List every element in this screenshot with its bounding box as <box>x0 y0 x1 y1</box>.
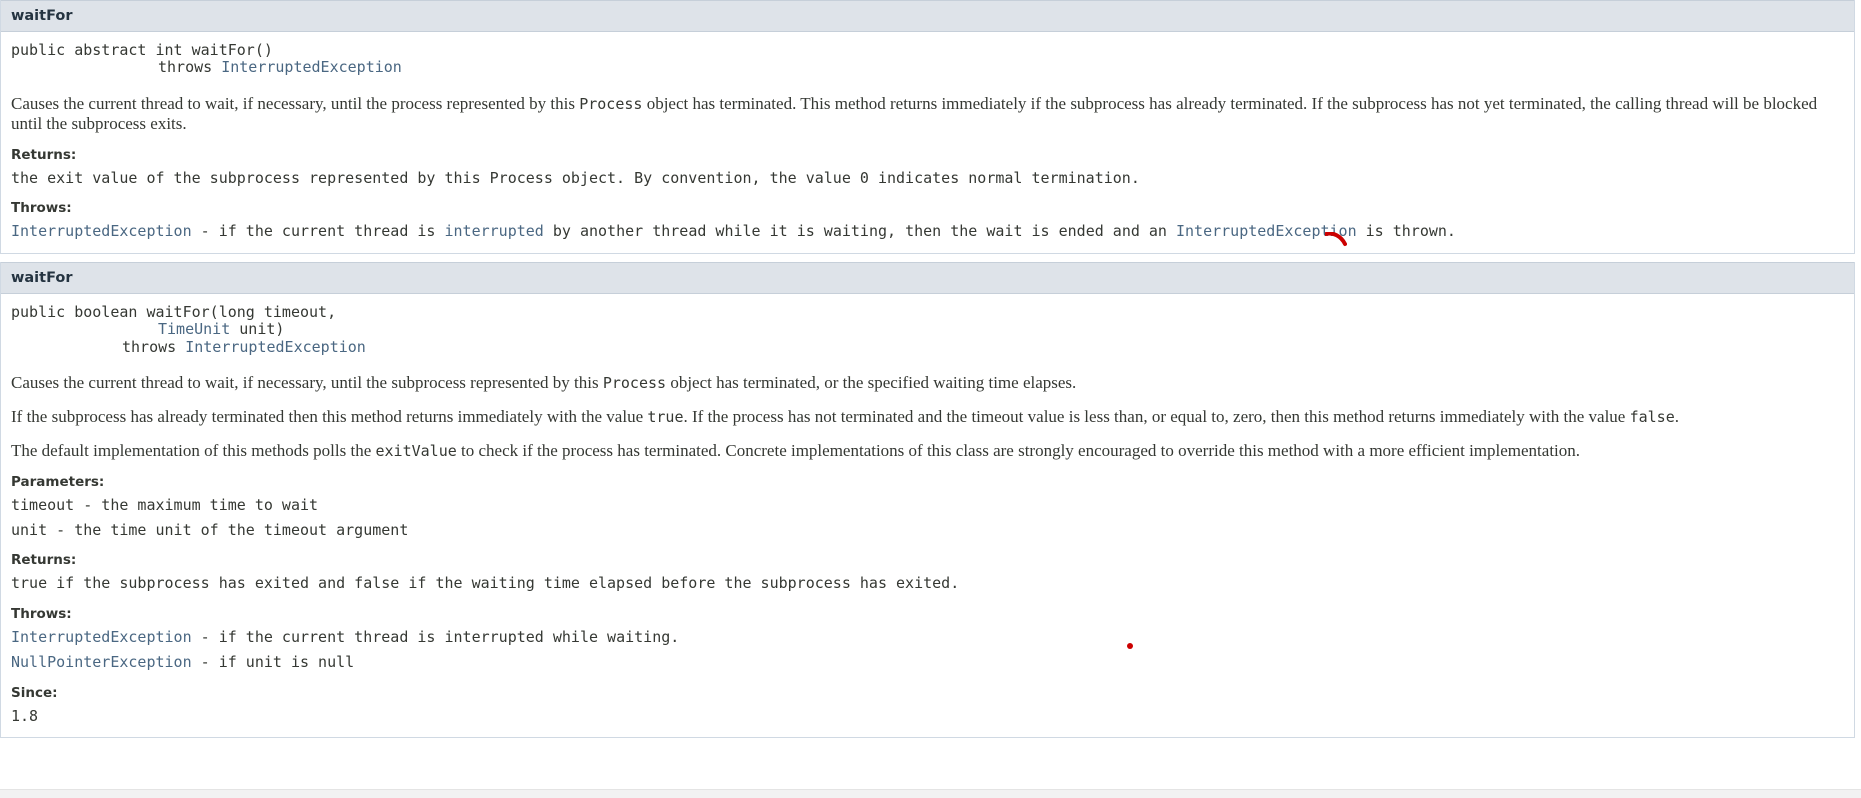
inline-code-true: true <box>647 407 684 426</box>
signature-param-unit: unit) <box>230 320 285 339</box>
throws-text-1: - if the current thread is <box>191 222 445 241</box>
method-name-heading: waitFor <box>1 262 1854 294</box>
p3-part-b: to check if the process has terminated. Concrete implementations of this class are strongly encouraged to override this method with a more efficient implementation. <box>456 440 1581 460</box>
parameter-timeout: timeout - the maximum time to wait <box>11 495 319 514</box>
throws-entry-interruptedexception <box>11 628 1844 647</box>
throws-entry <box>11 222 1844 241</box>
signature-line-2 <box>11 59 1844 76</box>
parameter-unit: unit - the time unit of the timeout argument <box>11 520 409 539</box>
link-interruptedexception[interactable]: InterruptedException <box>11 628 192 647</box>
p3-part-a: The default implementation of this methods polls the <box>11 440 376 460</box>
p1-part-b: object has terminated, or the specified waiting time elapses. <box>666 372 1077 392</box>
throws-keyword: throws <box>158 58 222 77</box>
since-value: 1.8 <box>11 706 39 725</box>
link-nullpointerexception[interactable]: NullPointerException <box>11 652 192 671</box>
method-tags <box>11 147 1844 242</box>
returns-label: Returns: <box>11 552 77 569</box>
returns-label: Returns: <box>11 146 77 163</box>
signature-line-2 <box>11 321 1844 338</box>
throws-entry-nullpointerexception <box>11 653 1844 672</box>
inline-code-false: false <box>1629 407 1675 426</box>
method-detail-waitfor-1 <box>0 0 1855 254</box>
method-detail-waitfor-2 <box>0 262 1855 738</box>
parameters-label: Parameters: <box>11 473 105 490</box>
throws-text-3: is thrown. <box>1356 222 1456 241</box>
desc-part-2: object has terminated. This method returns immediately if the subprocess has already terminated. If the subprocess has not yet terminated, the calling thread will be blocked until the subprocess exits. <box>11 93 1818 133</box>
throws-text-2: by another thread while it is waiting, then the wait is ended and an <box>543 222 1176 241</box>
link-interruptedexception[interactable]: InterruptedException <box>221 58 402 77</box>
since-label: Since: <box>11 684 58 701</box>
link-interruptedexception-2[interactable]: InterruptedException <box>1176 222 1357 241</box>
p2-part-b: . If the process has not terminated and the timeout value is less than, or equal to, zero, then this method returns immediately with the value <box>683 406 1630 426</box>
method-description <box>11 94 1844 134</box>
method-tags <box>11 474 1844 726</box>
signature-line-1: public abstract int waitFor() <box>11 41 273 59</box>
returns-value: true if the subprocess has exited and false if the waiting time elapsed before the subprocess has exited. <box>11 574 960 593</box>
signature-line-3 <box>11 339 1844 356</box>
link-timeunit[interactable]: TimeUnit <box>158 320 231 339</box>
throws-text-1: - if the current thread is interrupted while waiting. <box>191 628 680 647</box>
throws-text-2: - if unit is null <box>191 652 355 671</box>
p1-part-a: Causes the current thread to wait, if necessary, until the subprocess represented by this <box>11 372 603 392</box>
link-interruptedexception[interactable]: InterruptedException <box>185 337 366 356</box>
throws-keyword: throws <box>122 337 186 356</box>
inline-code-exitvalue: exitValue <box>375 441 457 460</box>
method-description-p2 <box>11 407 1844 427</box>
inline-code-process: Process <box>602 373 667 392</box>
method-description-p1 <box>11 373 1844 393</box>
link-interruptedexception[interactable]: InterruptedException <box>11 222 192 241</box>
returns-value: the exit value of the subprocess represented by this Process object. By convention, the value 0 indicates normal termination. <box>11 168 1140 187</box>
signature-line-1: public boolean waitFor(long timeout, <box>11 303 337 322</box>
section-spacer <box>0 254 1861 262</box>
method-body <box>1 294 1854 737</box>
throws-label: Throws: <box>11 606 72 623</box>
method-body <box>1 32 1854 253</box>
method-signature <box>11 304 1844 356</box>
p2-part-a: If the subprocess has already terminated then this method returns immediately with the value <box>11 406 648 426</box>
method-description-p3 <box>11 441 1844 461</box>
method-name-heading: waitFor <box>1 0 1854 32</box>
throws-label: Throws: <box>11 200 72 217</box>
cursor-dot-marker <box>1127 643 1133 649</box>
inline-code-process: Process <box>579 94 643 113</box>
method-signature <box>11 42 1844 77</box>
link-interrupted[interactable]: interrupted <box>444 222 544 241</box>
desc-part-1: Causes the current thread to wait, if necessary, until the process represented by this <box>11 93 580 113</box>
p2-part-c: . <box>1674 406 1679 426</box>
